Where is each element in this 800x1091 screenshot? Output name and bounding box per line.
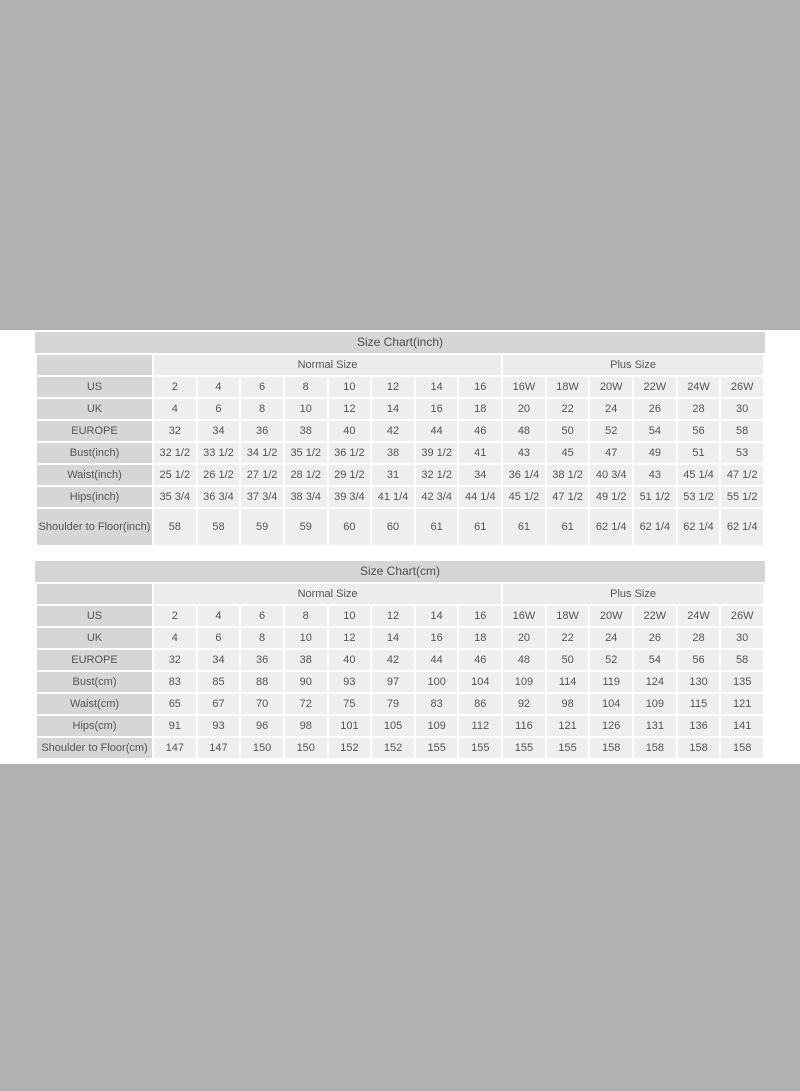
size-value-cell: 58 <box>721 421 763 441</box>
size-value-cell: 22 <box>547 628 589 648</box>
size-value-cell: 32 1/2 <box>154 443 196 463</box>
size-value-cell: 131 <box>634 716 676 736</box>
size-value-cell: 8 <box>285 606 327 626</box>
size-value-cell: 14 <box>372 399 414 419</box>
size-value-cell: 14 <box>416 377 458 397</box>
size-value-cell: 83 <box>154 672 196 692</box>
size-chart-inch-table <box>35 332 765 547</box>
size-value-cell: 91 <box>154 716 196 736</box>
size-value-cell: 38 <box>372 443 414 463</box>
size-value-cell: 36 <box>241 650 283 670</box>
table-row <box>37 628 763 648</box>
size-value-cell: 115 <box>678 694 720 714</box>
size-value-cell: 30 <box>721 399 763 419</box>
size-value-cell: 31 <box>372 465 414 485</box>
size-value-cell: 50 <box>547 421 589 441</box>
row-label: US <box>37 606 152 626</box>
size-value-cell: 79 <box>372 694 414 714</box>
size-value-cell: 44 <box>416 421 458 441</box>
size-value-cell: 58 <box>721 650 763 670</box>
size-value-cell: 104 <box>590 694 632 714</box>
size-value-cell: 70 <box>241 694 283 714</box>
row-label: Hips(cm) <box>37 716 152 736</box>
size-value-cell: 33 1/2 <box>198 443 240 463</box>
plus-size-header: Plus Size <box>503 584 763 604</box>
size-value-cell: 36 1/2 <box>329 443 371 463</box>
size-value-cell: 26 1/2 <box>198 465 240 485</box>
size-value-cell: 61 <box>416 509 458 545</box>
size-value-cell: 6 <box>198 628 240 648</box>
size-value-cell: 48 <box>503 421 545 441</box>
size-value-cell: 40 3/4 <box>590 465 632 485</box>
size-value-cell: 150 <box>285 738 327 758</box>
size-value-cell: 4 <box>154 399 196 419</box>
size-value-cell: 43 <box>634 465 676 485</box>
size-value-cell: 28 <box>678 399 720 419</box>
size-value-cell: 62 1/4 <box>721 509 763 545</box>
corner-cell <box>37 584 152 604</box>
size-value-cell: 8 <box>285 377 327 397</box>
row-label: Shoulder to Floor(inch) <box>37 509 152 545</box>
size-value-cell: 12 <box>372 606 414 626</box>
size-chart-cm-title: Size Chart(cm) <box>35 561 765 582</box>
size-value-cell: 155 <box>416 738 458 758</box>
size-value-cell: 32 1/2 <box>416 465 458 485</box>
size-value-cell: 56 <box>678 421 720 441</box>
size-value-cell: 48 <box>503 650 545 670</box>
size-value-cell: 36 <box>241 421 283 441</box>
size-value-cell: 54 <box>634 421 676 441</box>
size-value-cell: 30 <box>721 628 763 648</box>
size-value-cell: 36 3/4 <box>198 487 240 507</box>
table-row <box>37 377 763 397</box>
size-value-cell: 22W <box>634 377 676 397</box>
size-value-cell: 38 1/2 <box>547 465 589 485</box>
size-value-cell: 62 1/4 <box>590 509 632 545</box>
size-value-cell: 96 <box>241 716 283 736</box>
size-value-cell: 45 1/2 <box>503 487 545 507</box>
size-value-cell: 83 <box>416 694 458 714</box>
size-value-cell: 105 <box>372 716 414 736</box>
table-row <box>37 694 763 714</box>
size-value-cell: 40 <box>329 650 371 670</box>
size-value-cell: 4 <box>154 628 196 648</box>
size-value-cell: 54 <box>634 650 676 670</box>
size-value-cell: 2 <box>154 377 196 397</box>
table-row <box>37 465 763 485</box>
table-row <box>37 443 763 463</box>
table-row <box>37 399 763 419</box>
size-value-cell: 22W <box>634 606 676 626</box>
normal-size-header: Normal Size <box>154 584 501 604</box>
size-value-cell: 45 1/4 <box>678 465 720 485</box>
table-row <box>37 487 763 507</box>
size-value-cell: 38 3/4 <box>285 487 327 507</box>
size-value-cell: 61 <box>459 509 501 545</box>
size-value-cell: 93 <box>198 716 240 736</box>
size-value-cell: 51 <box>678 443 720 463</box>
size-value-cell: 104 <box>459 672 501 692</box>
size-value-cell: 26W <box>721 606 763 626</box>
size-value-cell: 58 <box>198 509 240 545</box>
table-row <box>37 738 763 758</box>
size-value-cell: 8 <box>241 628 283 648</box>
size-value-cell: 40 <box>329 421 371 441</box>
column-group-row <box>37 584 763 604</box>
size-value-cell: 97 <box>372 672 414 692</box>
size-value-cell: 61 <box>547 509 589 545</box>
size-value-cell: 39 3/4 <box>329 487 371 507</box>
size-value-cell: 109 <box>416 716 458 736</box>
size-value-cell: 52 <box>590 421 632 441</box>
row-label: EUROPE <box>37 650 152 670</box>
size-value-cell: 65 <box>154 694 196 714</box>
size-value-cell: 42 <box>372 650 414 670</box>
size-value-cell: 53 <box>721 443 763 463</box>
size-value-cell: 4 <box>198 606 240 626</box>
size-value-cell: 29 1/2 <box>329 465 371 485</box>
size-value-cell: 44 1/4 <box>459 487 501 507</box>
size-value-cell: 25 1/2 <box>154 465 196 485</box>
size-value-cell: 141 <box>721 716 763 736</box>
size-value-cell: 39 1/2 <box>416 443 458 463</box>
size-value-cell: 62 1/4 <box>634 509 676 545</box>
size-value-cell: 50 <box>547 650 589 670</box>
size-value-cell: 92 <box>503 694 545 714</box>
size-value-cell: 42 3/4 <box>416 487 458 507</box>
size-value-cell: 12 <box>372 377 414 397</box>
size-value-cell: 2 <box>154 606 196 626</box>
size-value-cell: 42 <box>372 421 414 441</box>
size-value-cell: 24W <box>678 606 720 626</box>
size-value-cell: 28 <box>678 628 720 648</box>
size-value-cell: 158 <box>721 738 763 758</box>
size-value-cell: 34 <box>198 650 240 670</box>
size-value-cell: 49 1/2 <box>590 487 632 507</box>
row-label: Waist(inch) <box>37 465 152 485</box>
size-value-cell: 59 <box>285 509 327 545</box>
size-value-cell: 22 <box>547 399 589 419</box>
size-value-cell: 158 <box>678 738 720 758</box>
size-value-cell: 35 1/2 <box>285 443 327 463</box>
table-row <box>37 421 763 441</box>
size-value-cell: 6 <box>241 377 283 397</box>
size-value-cell: 6 <box>198 399 240 419</box>
size-value-cell: 155 <box>459 738 501 758</box>
size-value-cell: 10 <box>329 377 371 397</box>
size-value-cell: 16 <box>459 606 501 626</box>
size-value-cell: 49 <box>634 443 676 463</box>
size-value-cell: 20 <box>503 628 545 648</box>
size-value-cell: 158 <box>590 738 632 758</box>
table-row <box>37 650 763 670</box>
size-value-cell: 26W <box>721 377 763 397</box>
size-value-cell: 24W <box>678 377 720 397</box>
size-chart-cm-grid <box>35 582 765 760</box>
size-value-cell: 135 <box>721 672 763 692</box>
size-value-cell: 101 <box>329 716 371 736</box>
size-value-cell: 14 <box>416 606 458 626</box>
size-value-cell: 52 <box>590 650 632 670</box>
size-value-cell: 34 <box>459 465 501 485</box>
size-value-cell: 24 <box>590 628 632 648</box>
size-value-cell: 60 <box>372 509 414 545</box>
size-value-cell: 62 1/4 <box>678 509 720 545</box>
size-value-cell: 35 3/4 <box>154 487 196 507</box>
size-value-cell: 16 <box>416 628 458 648</box>
row-label: US <box>37 377 152 397</box>
size-value-cell: 38 <box>285 421 327 441</box>
size-value-cell: 155 <box>547 738 589 758</box>
plus-size-header: Plus Size <box>503 355 763 375</box>
row-label: UK <box>37 399 152 419</box>
row-label: Bust(inch) <box>37 443 152 463</box>
size-value-cell: 34 <box>198 421 240 441</box>
table-row <box>37 606 763 626</box>
row-label: UK <box>37 628 152 648</box>
size-value-cell: 16 <box>459 377 501 397</box>
size-value-cell: 47 1/2 <box>547 487 589 507</box>
column-group-row <box>37 355 763 375</box>
size-value-cell: 18 <box>459 399 501 419</box>
size-value-cell: 53 1/2 <box>678 487 720 507</box>
normal-size-header: Normal Size <box>154 355 501 375</box>
size-value-cell: 112 <box>459 716 501 736</box>
size-value-cell: 130 <box>678 672 720 692</box>
size-value-cell: 88 <box>241 672 283 692</box>
size-value-cell: 46 <box>459 650 501 670</box>
size-value-cell: 152 <box>372 738 414 758</box>
size-value-cell: 10 <box>285 399 327 419</box>
size-value-cell: 36 1/4 <box>503 465 545 485</box>
size-value-cell: 152 <box>329 738 371 758</box>
size-value-cell: 136 <box>678 716 720 736</box>
size-value-cell: 124 <box>634 672 676 692</box>
size-value-cell: 121 <box>721 694 763 714</box>
size-value-cell: 20 <box>503 399 545 419</box>
size-value-cell: 6 <box>241 606 283 626</box>
size-value-cell: 100 <box>416 672 458 692</box>
size-value-cell: 16W <box>503 606 545 626</box>
size-value-cell: 38 <box>285 650 327 670</box>
size-value-cell: 47 <box>590 443 632 463</box>
size-value-cell: 58 <box>154 509 196 545</box>
size-value-cell: 27 1/2 <box>241 465 283 485</box>
size-value-cell: 116 <box>503 716 545 736</box>
size-chart-inch-grid <box>35 353 765 547</box>
size-value-cell: 109 <box>503 672 545 692</box>
size-value-cell: 98 <box>285 716 327 736</box>
size-value-cell: 4 <box>198 377 240 397</box>
table-row <box>37 672 763 692</box>
size-value-cell: 20W <box>590 377 632 397</box>
size-value-cell: 18W <box>547 377 589 397</box>
size-value-cell: 56 <box>678 650 720 670</box>
size-value-cell: 32 <box>154 650 196 670</box>
size-value-cell: 150 <box>241 738 283 758</box>
size-value-cell: 18W <box>547 606 589 626</box>
size-value-cell: 8 <box>241 399 283 419</box>
size-value-cell: 16 <box>416 399 458 419</box>
table-row <box>37 716 763 736</box>
size-value-cell: 14 <box>372 628 414 648</box>
size-value-cell: 59 <box>241 509 283 545</box>
size-value-cell: 114 <box>547 672 589 692</box>
size-value-cell: 55 1/2 <box>721 487 763 507</box>
size-value-cell: 46 <box>459 421 501 441</box>
size-chart-inch-title: Size Chart(inch) <box>35 332 765 353</box>
row-label: Hips(inch) <box>37 487 152 507</box>
size-value-cell: 16W <box>503 377 545 397</box>
size-value-cell: 41 1/4 <box>372 487 414 507</box>
size-value-cell: 155 <box>503 738 545 758</box>
size-value-cell: 12 <box>329 628 371 648</box>
corner-cell <box>37 355 152 375</box>
size-value-cell: 90 <box>285 672 327 692</box>
size-value-cell: 121 <box>547 716 589 736</box>
size-value-cell: 24 <box>590 399 632 419</box>
size-chart-panel <box>0 330 800 764</box>
size-value-cell: 51 1/2 <box>634 487 676 507</box>
size-value-cell: 32 <box>154 421 196 441</box>
size-value-cell: 147 <box>198 738 240 758</box>
size-value-cell: 61 <box>503 509 545 545</box>
size-value-cell: 119 <box>590 672 632 692</box>
size-value-cell: 34 1/2 <box>241 443 283 463</box>
size-value-cell: 85 <box>198 672 240 692</box>
size-value-cell: 75 <box>329 694 371 714</box>
size-value-cell: 109 <box>634 694 676 714</box>
row-label: Bust(cm) <box>37 672 152 692</box>
size-value-cell: 41 <box>459 443 501 463</box>
size-value-cell: 67 <box>198 694 240 714</box>
size-value-cell: 86 <box>459 694 501 714</box>
row-label: EUROPE <box>37 421 152 441</box>
size-value-cell: 47 1/2 <box>721 465 763 485</box>
size-value-cell: 18 <box>459 628 501 648</box>
size-value-cell: 10 <box>329 606 371 626</box>
table-row <box>37 509 763 545</box>
size-value-cell: 93 <box>329 672 371 692</box>
size-value-cell: 147 <box>154 738 196 758</box>
size-value-cell: 10 <box>285 628 327 648</box>
size-value-cell: 28 1/2 <box>285 465 327 485</box>
size-value-cell: 60 <box>329 509 371 545</box>
row-label: Waist(cm) <box>37 694 152 714</box>
size-value-cell: 12 <box>329 399 371 419</box>
size-chart-cm-table <box>35 561 765 760</box>
size-value-cell: 37 3/4 <box>241 487 283 507</box>
size-value-cell: 44 <box>416 650 458 670</box>
size-value-cell: 43 <box>503 443 545 463</box>
size-value-cell: 45 <box>547 443 589 463</box>
row-label: Shoulder to Floor(cm) <box>37 738 152 758</box>
size-value-cell: 20W <box>590 606 632 626</box>
size-value-cell: 72 <box>285 694 327 714</box>
size-value-cell: 26 <box>634 628 676 648</box>
size-value-cell: 158 <box>634 738 676 758</box>
size-value-cell: 126 <box>590 716 632 736</box>
size-value-cell: 98 <box>547 694 589 714</box>
size-value-cell: 26 <box>634 399 676 419</box>
